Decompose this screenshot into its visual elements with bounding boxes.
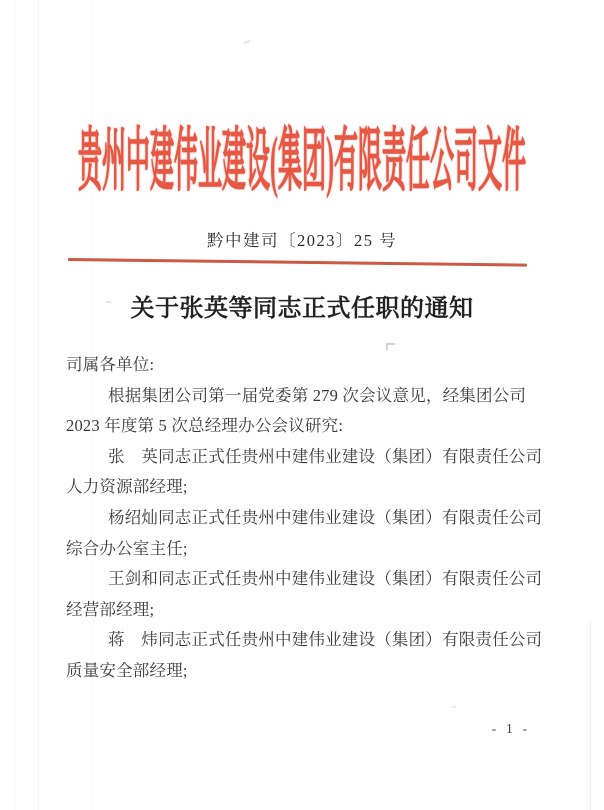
body-line: 人力资源部经理; (66, 477, 188, 497)
letterhead-org-title: 贵州中建伟业建设(集团)有限责任公司文件 (78, 126, 526, 202)
body-line: 经营部经理; (66, 599, 155, 619)
scan-speck (244, 40, 250, 43)
body-line: 张 英同志正式任贵州中建伟业建设（集团）有限责任公司 (108, 446, 543, 466)
scan-edge-line (590, 620, 591, 810)
document-reference-number: 黔中建司〔2023〕25 号 (206, 231, 398, 250)
page-number: - 1 - (491, 722, 530, 737)
body-line: 质量安全部经理; (66, 660, 188, 680)
body-line: 2023 年度第 5 次总经理办公会议研究: (66, 416, 344, 436)
scan-speck (452, 706, 456, 708)
body-line-salutation: 司属各单位: (66, 355, 155, 374)
body-line: 王剑和同志正式任贵州中建伟业建设（集团）有限责任公司 (108, 569, 543, 589)
scan-speck (386, 343, 395, 350)
body-line: 杨绍灿同志正式任贵州中建伟业建设（集团）有限责任公司 (108, 507, 543, 527)
letterhead-divider-rule (68, 258, 527, 267)
body-line: 根据集团公司第一届党委第 279 次会议意见，经集团公司 (108, 385, 527, 405)
document-body (66, 350, 552, 687)
document-title: 关于张英等同志正式任职的通知 (130, 296, 474, 322)
body-line: 综合办公室主任; (66, 538, 188, 558)
body-line: 蒋 炜同志正式任贵州中建伟业建设（集团）有限责任公司 (108, 630, 543, 650)
